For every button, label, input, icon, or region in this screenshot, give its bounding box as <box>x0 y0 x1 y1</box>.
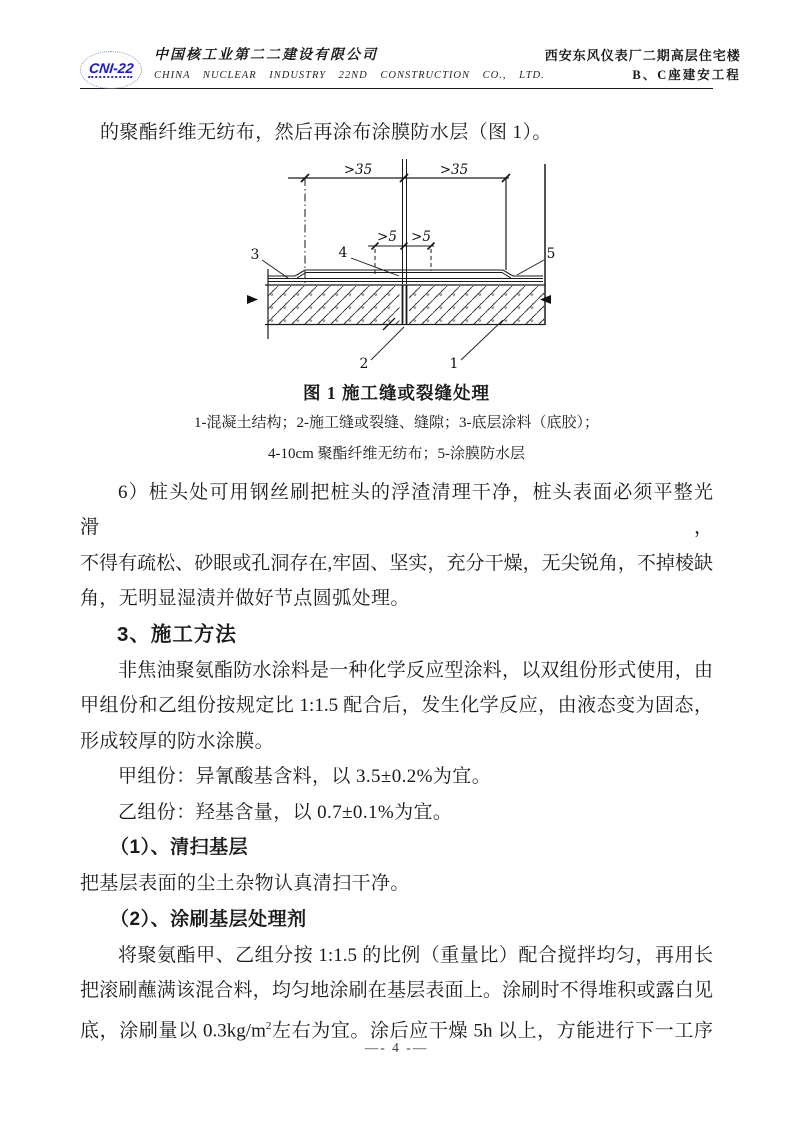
paragraph-line: 甲组份：异氰酸基含料，以 3.5±0.2%为宜。 <box>118 766 492 787</box>
project-name: 西安东风仪表厂二期高层住宅楼 <box>544 48 741 63</box>
paragraph-line: 非焦油聚氨酯防水涂料是一种化学反应型涂料，以双组份形式使用，由 <box>118 659 713 681</box>
paragraph-line: 的聚酯纤维无纺布，然后再涂布涂膜防水层（图 1）。 <box>100 122 552 143</box>
paragraph-line: 不得有疏松、砂眼或孔洞存在,牢固、坚实，充分干燥，无尖锐角，不掉棱缺 <box>80 552 713 574</box>
project-subtitle: B、C座建安工程 <box>632 68 741 82</box>
figure-legend-line: 4-10cm 聚酯纤维无纺布；5-涂膜防水层 <box>267 445 526 462</box>
company-name-cn: 中国核工业第二二建设有限公司 <box>154 48 378 63</box>
paragraph-line: 把滚刷蘸满该混合料，均匀地涂刷在基层表面上。涂刷时不得堆积或露白见 <box>80 980 713 1001</box>
construction-joint-diagram <box>225 157 585 379</box>
figure-label-1: 1 <box>449 355 459 372</box>
company-name-en: CHINA NUCLEAR INDUSTRY 22ND CONSTRUCTION CO., LTD. <box>154 70 545 81</box>
figure-label-4: 4 <box>338 244 348 261</box>
section-heading-method: 3、施工方法 <box>117 622 237 646</box>
paragraph-primer <box>80 938 713 1049</box>
paragraph-line: 把基层表面的尘土杂物认真清扫干净。 <box>80 873 410 894</box>
dim-label-35-right: >35 <box>439 161 469 178</box>
paragraph-line: 底，涂刷量以 $0.3kg/m^2$左右为宜。涂后应干燥 5h 以上，方能进行下一工序 <box>80 1019 713 1041</box>
paragraph-line: 将聚氨酯甲、乙组分按 1:1.5 的比例（重量比）配合搅拌均匀，再用长 <box>118 944 713 966</box>
superscript-square: 2 <box>265 1019 272 1032</box>
header-left <box>142 45 545 84</box>
paragraph-method <box>80 653 713 831</box>
figure-label-5: 5 <box>546 245 556 262</box>
header-right <box>545 45 741 84</box>
paragraph-line: 形成较厚的防水涂膜。 <box>80 730 275 752</box>
page-number: —- 4 -— <box>364 1040 429 1055</box>
paragraph-line: 角，无明显湿渍并做好节点圆弧处理。 <box>80 588 410 609</box>
section-heading-primer: （2）、涂刷基层处理剂 <box>110 908 307 930</box>
paragraph-line: 甲组份和乙组份按规定比 1:1.5 配合后，发生化学反应，由液态变为固态， <box>80 695 713 716</box>
paragraph-line: 乙组份：羟基含量，以 0.7±0.1%为宜。 <box>118 801 453 823</box>
dim-label-5-right: >5 <box>411 228 431 245</box>
company-logo-text: CNI-22 <box>88 61 134 78</box>
dim-label-5-left: >5 <box>377 228 397 245</box>
figure-label-2: 2 <box>359 355 369 372</box>
paragraph-pile-head <box>80 475 713 617</box>
figure-legend-line: 1-混凝土结构；2-施工缝或裂缝、缝隙；3-底层涂料（底胶）； <box>194 414 599 431</box>
figure-label-3: 3 <box>250 246 260 263</box>
dim-label-35-left: >35 <box>343 161 373 178</box>
page-header <box>80 45 741 89</box>
company-logo <box>80 51 142 89</box>
document-body <box>80 89 713 1048</box>
section-heading-clean-base: （1）、清扫基层 <box>110 837 249 858</box>
figure-caption: 图 1 施工缝或裂缝处理 <box>303 382 490 403</box>
paragraph-line: 6）桩头处可用钢丝刷把桩头的浮渣清理干净，桩头表面必须平整光滑， <box>80 481 713 538</box>
